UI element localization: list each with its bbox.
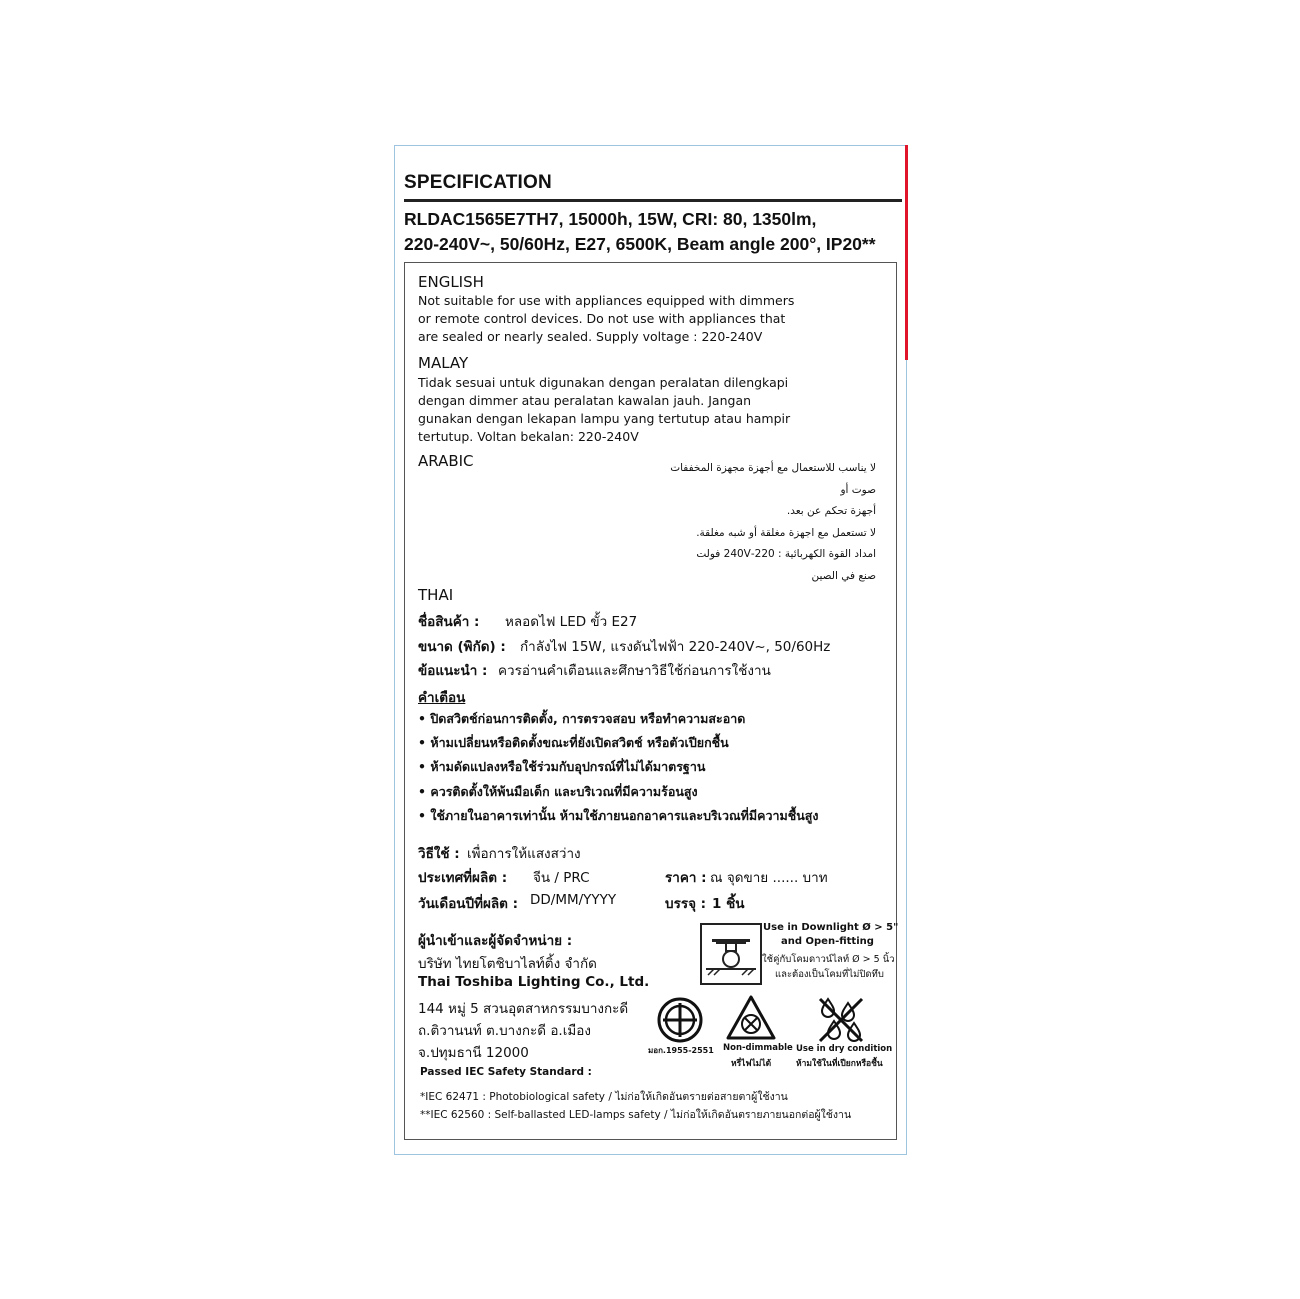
product-label: ชื่อสินค้า : [418,614,480,630]
downlight-icon [700,923,762,985]
specification-rule [404,199,902,202]
specification-title: SPECIFICATION [404,172,552,193]
dry-condition-icon [816,995,866,1047]
malay-line-4: tertutup. Voltan bekalan: 220-240V [418,429,639,444]
size-label: ขนาด (พิกัด) : [418,639,506,655]
english-heading: ENGLISH [418,273,484,291]
thai-heading: THAI [418,586,454,604]
standard-line-2: **IEC 62560 : Self-ballasted LED-lamps safety / ไม่ก่อให้เกิดอันตรายภายนอกต่อผู้ใช้งาน [420,1109,852,1121]
usage-value: เพื่อการให้แสงสว่าง [467,846,581,862]
date-value: DD/MM/YYYY [530,892,617,908]
malay-line-1: Tidak sesuai untuk digunakan dengan peralatan dilengkapi [418,375,789,390]
address-line-3: จ.ปทุมธานี 12000 [418,1045,529,1061]
arabic-line-3: أجهزة تحكم عن بعد. [786,505,876,517]
standard-line-1: *IEC 62471 : Photobiological safety / ไม่ก่อให้เกิดอันตรายต่อสายตาผู้ใช้งาน [420,1091,788,1103]
price-value: ณ จุดขาย ...... บาท [710,870,828,886]
company-english: Thai Toshiba Lighting Co., Ltd. [418,974,650,990]
arabic-line-1: لا يناسب للاستعمال مع أجهزة مجهزة المخففات [670,462,876,474]
downlight-line-2: and Open-fitting [781,936,874,947]
advice-label: ข้อแนะนำ : [418,663,488,679]
warning-item-4: • ควรติดตั้งให้พ้นมือเด็ก และบริเวณที่มีความร้อนสูง [418,784,698,799]
non-dimmable-caption: Non-dimmable [723,1043,793,1053]
pack-label: บรรจุ : [665,896,707,912]
malay-line-2: dengan dimmer atau peralatan kawalan jauh. Jangan [418,393,752,408]
usage-label: วิธีใช้ : [418,846,460,862]
date-label: วันเดือนปีที่ผลิต : [418,896,519,912]
address-line-1: 144 หมู่ 5 สวนอุตสาหกรรมบางกะดี [418,1001,629,1017]
dry-condition-caption-thai: ห้ามใช้ในที่เปียกหรือชื้น [796,1059,883,1069]
tisi-caption: มอก.1955-2551 [648,1046,714,1055]
standards-heading: Passed IEC Safety Standard : [420,1066,592,1078]
english-line-1: Not suitable for use with appliances equipped with dimmers [418,293,795,308]
malay-heading: MALAY [418,354,469,372]
downlight-line-4: และต้องเป็นโคมที่ไม่ปิดทึบ [775,969,884,980]
tisi-mark-icon [656,996,704,1048]
arabic-line-4: لا تستعمل مع اجهزة مغلقة أو شبه مغلقة. [696,527,876,539]
malay-line-3: gunakan dengan lekapan lampu yang tertutup atau hampir [418,411,791,426]
spec-line-1: RLDAC1565E7TH7, 15000h, 15W, CRI: 80, 1350lm, [404,209,817,229]
arabic-line-2: صوت أو [840,484,876,496]
price-label: ราคา : [665,870,707,886]
arabic-heading: ARABIC [418,452,474,470]
spec-line-2: 220-240V~, 50/60Hz, E27, 6500K, Beam angle 200°, IP20** [404,234,876,254]
product-value: หลอดไฟ LED ขั้ว E27 [505,614,638,630]
warning-item-1: • ปิดสวิตช์ก่อนการติดตั้ง, การตรวจสอบ หรือทำความสะอาด [418,711,746,726]
dry-condition-caption: Use in dry condition [796,1044,893,1054]
importer-heading: ผู้นำเข้าและผู้จัดจำหน่าย : [418,933,573,949]
address-line-2: ถ.ติวานนท์ ต.บางกะดี อ.เมือง [418,1023,591,1039]
non-dimmable-icon [725,994,777,1046]
company-thai: บริษัท ไทยโตชิบาไลท์ติ้ง จำกัด [418,956,597,972]
downlight-line-1: Use in Downlight Ø > 5" [763,922,899,933]
warning-heading: คำเตือน [418,690,466,706]
origin-label: ประเทศที่ผลิต : [418,870,508,886]
warning-item-5: • ใช้ภายในอาคารเท่านั้น ห้ามใช้ภายนอกอาคารและบริเวณที่มีความชื้นสูง [418,808,819,823]
origin-value: จีน / PRC [533,870,590,886]
downlight-line-3: ใช้คู่กับโคมดาวน์ไลท์ Ø > 5 นิ้ว [762,954,895,965]
english-line-3: are sealed or nearly sealed. Supply voltage : 220-240V [418,329,763,344]
warning-item-3: • ห้ามดัดแปลงหรือใช้ร่วมกับอุปกรณ์ที่ไม่ได้มาตรฐาน [418,759,706,774]
blue-edge-line [906,360,907,1154]
red-edge-mark [905,145,908,360]
english-line-2: or remote control devices. Do not use with appliances that [418,311,786,326]
size-value: กำลังไฟ 15W, แรงดันไฟฟ้า 220-240V~, 50/60Hz [520,639,831,655]
arabic-line-6: صنع في الصين [811,570,876,582]
pack-value: 1 ชิ้น [712,896,745,912]
advice-value: ควรอ่านคำเตือนและศึกษาวิธีใช้ก่อนการใช้งาน [498,663,771,679]
non-dimmable-caption-thai: หรี่ไฟไม่ได้ [731,1059,772,1069]
arabic-line-5: امداد القوة الكهربائية : 220-240V فولت [696,548,876,560]
warning-item-2: • ห้ามเปลี่ยนหรือติดตั้งขณะที่ยังเปิดสวิตช์ หรือตัวเปียกชื้น [418,735,729,750]
